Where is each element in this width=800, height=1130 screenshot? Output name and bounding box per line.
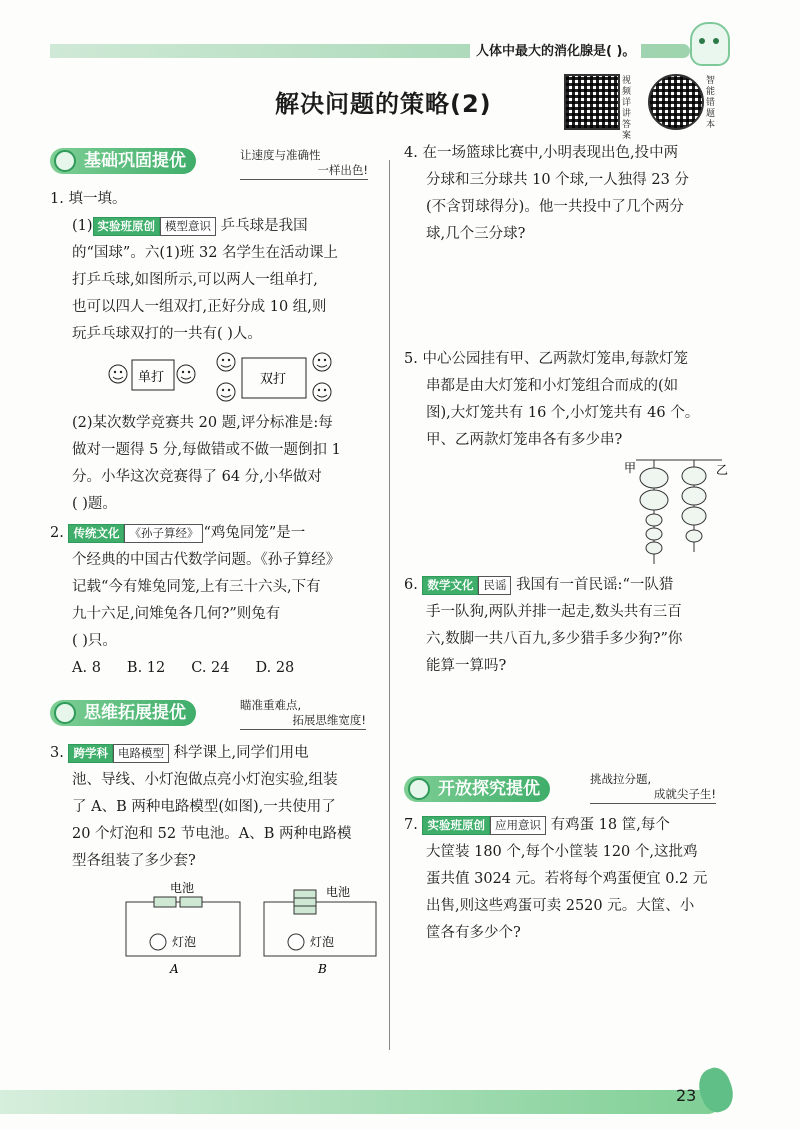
question-4 — [404, 140, 740, 248]
question-6 — [404, 572, 740, 680]
q3-text-line: 型各组装了多少套? — [72, 853, 196, 869]
q3-text-line: 科学课上,同学们用电 — [173, 745, 309, 761]
bulb-icon — [288, 934, 304, 950]
bulb-icon — [150, 934, 166, 950]
battery-icon — [180, 897, 202, 907]
footer-bar — [0, 1090, 720, 1114]
q3-text-line: 了 A、B 两种电路模型(如图),一共使用了 — [72, 799, 336, 815]
page-title: 解决问题的策略(2) — [275, 90, 492, 118]
robot-mascot-icon — [690, 22, 730, 66]
q1-text-line: 也可以四人一组双打,正好分成 10 组,则 — [72, 299, 327, 315]
question-1-part2 — [72, 410, 382, 518]
single-label: 单打 — [138, 370, 165, 385]
section-open-banner — [404, 776, 550, 802]
column-divider — [389, 160, 390, 1050]
target-icon — [54, 150, 76, 172]
q3-text-line: 池、导线、小灯泡做点亮小灯泡实验,组装 — [72, 772, 338, 788]
question-3 — [50, 740, 382, 875]
question-1 — [50, 186, 380, 348]
q1-text-line: 的“国球”。六(1)班 32 名学生在活动课上 — [72, 245, 339, 261]
q2-text-line: 九十六足,问雉兔各几何?”则兔有 — [72, 606, 281, 622]
q7-text-line: 有鸡蛋 18 筐,每个 — [550, 817, 670, 833]
tag-math-culture: 数学文化 — [422, 576, 478, 595]
q7-text-line: 蛋共值 3024 元。若将每个鸡蛋便宜 0.2 元 — [426, 871, 708, 887]
q6-text-line: 手一队狗,两队并排一起走,数头共有三百 — [426, 604, 682, 620]
tag-original: 实验班原创 — [93, 217, 161, 236]
tag-ballad: 民谣 — [478, 576, 511, 595]
q6-text-line: 能算一算吗? — [426, 658, 507, 674]
smiley-icon — [217, 353, 235, 371]
smiley-icon — [313, 353, 331, 371]
option-a[interactable]: A. 8 — [72, 660, 101, 676]
battery-icon — [294, 898, 316, 906]
slogan-line1: 瞄准重难点, — [240, 698, 302, 712]
smiley-icon — [217, 383, 235, 401]
q1-text-line: (2)某次数学竞赛共 20 题,评分标准是:每 — [72, 415, 333, 431]
q6-number: 6. — [404, 577, 418, 593]
question-7 — [404, 812, 740, 947]
section-thinking-slogan — [240, 698, 366, 730]
battery-icon — [294, 906, 316, 914]
satellite-icon — [408, 778, 430, 800]
q1-number: 1. — [50, 191, 64, 207]
q1-text-line: 打乒乓球,如图所示,可以两人一组单打, — [72, 272, 318, 288]
q7-number: 7. — [404, 817, 418, 833]
section-basic-title: 基础巩固提优 — [84, 151, 186, 171]
q7-text-line: 出售,则这些鸡蛋可卖 2520 元。大筐、小 — [426, 898, 695, 914]
q3-number: 3. — [50, 745, 64, 761]
q2-text-line: ( )只。 — [72, 633, 117, 649]
pingpong-figure — [100, 352, 350, 408]
q5-number: 5. — [404, 351, 418, 367]
q5-text-line: 甲、乙两款灯笼串各有多少串? — [426, 432, 623, 448]
slogan-line2: 一样出色! — [317, 163, 368, 177]
q5-text-line: 串都是由大灯笼和小灯笼组合而成的(如 — [426, 378, 679, 394]
tag-cross-subject: 跨学科 — [68, 744, 113, 763]
battery-icon — [154, 897, 176, 907]
q1-text-line: ( )题。 — [72, 496, 117, 512]
section-thinking-title: 思维拓展提优 — [84, 703, 186, 723]
question-5 — [404, 346, 740, 454]
lantern-figure — [620, 452, 730, 568]
tag-circuit: 电路模型 — [113, 744, 169, 763]
q5-text-line: 图),大灯笼共有 16 个,小灯笼共有 46 个。 — [426, 405, 700, 421]
section-open-title: 开放探究提优 — [438, 779, 540, 799]
slogan-line1: 挑战拉分题, — [590, 772, 652, 786]
section-thinking-banner — [50, 700, 196, 726]
battery-label-b: 电池 — [326, 885, 351, 899]
tag-original: 实验班原创 — [422, 816, 490, 835]
smiley-icon — [177, 365, 195, 383]
tag-book: 《孙子算经》 — [124, 524, 203, 543]
double-label: 双打 — [260, 372, 287, 387]
q2-text-line: 记载“今有雉兔同笼,上有三十六头,下有 — [72, 579, 321, 595]
page-number: 23 — [676, 1086, 697, 1105]
circuit-figure — [118, 878, 388, 978]
q3-text-line: 20 个灯泡和 52 节电池。A、B 两种电路模 — [72, 826, 352, 842]
q1-text-line: 做对一题得 5 分,每做错或不做一题倒扣 1 — [72, 442, 341, 458]
circuit-b — [264, 884, 376, 976]
qr-code-mistakes[interactable] — [648, 74, 704, 130]
tag-application: 应用意识 — [490, 816, 546, 835]
q2-text-line: 个经典的中国古代数学问题。《孙子算经》 — [72, 552, 341, 568]
lantern-label-jia: 甲 — [624, 461, 637, 475]
circuit-label-a: A — [170, 962, 179, 976]
lantern-string-jia — [640, 460, 668, 564]
q4-text-line: 球,几个三分球? — [426, 226, 526, 242]
q2-options — [50, 655, 382, 682]
q6-text-line: 六,数脚一共八百九,多少猎手多少狗?”你 — [426, 631, 683, 647]
lantern-label-yi: 乙 — [716, 463, 729, 477]
qr-mistakes-label: 智能错题本 — [706, 76, 716, 130]
circuit-label-b: B — [318, 962, 327, 976]
option-d[interactable]: D. 28 — [255, 660, 295, 676]
circuit-a — [126, 880, 240, 976]
slogan-line2: 成就尖子生! — [653, 787, 716, 801]
q7-text-line: 大筐装 180 个,每个小筐装 120 个,这批鸡 — [426, 844, 698, 860]
ufo-icon — [54, 702, 76, 724]
q2-text-line: “鸡兔同笼”是一 — [203, 525, 306, 541]
lantern-string-yi — [682, 460, 706, 552]
q1-text-line: 乒乓球是我国 — [220, 218, 308, 234]
q4-text-line: 分球和三分球共 10 个球,一人独得 23 分 — [426, 172, 689, 188]
tag-culture: 传统文化 — [68, 524, 124, 543]
option-b[interactable]: B. 12 — [126, 660, 166, 676]
smiley-icon — [313, 383, 331, 401]
battery-icon — [294, 890, 316, 898]
q1-part1-number: (1) — [72, 218, 93, 234]
q6-text-line: 我国有一首民谣:“一队猎 — [516, 577, 674, 593]
q1-text-line: 分。小华这次竞赛得了 64 分,小华做对 — [72, 469, 322, 485]
battery-label-a: 电池 — [170, 881, 195, 895]
q4-number: 4. — [404, 145, 418, 161]
qr-video-label: 视频详讲答案 — [622, 76, 632, 141]
qr-code-video[interactable] — [564, 74, 620, 130]
q1-text-line: 玩乒乓球双打的一共有( )人。 — [72, 326, 262, 342]
q7-text-line: 筐各有多少个? — [426, 925, 521, 941]
q5-text-line: 中心公园挂有甲、乙两款灯笼串,每款灯笼 — [422, 351, 689, 367]
smiley-icon — [109, 365, 127, 383]
section-basic-banner — [50, 148, 196, 174]
question-2 — [50, 520, 382, 682]
header-question: 人体中最大的消化腺是( )。 — [470, 40, 641, 59]
tag-model: 模型意识 — [160, 217, 216, 236]
q1-title: 填一填。 — [68, 191, 127, 207]
section-basic-slogan — [240, 148, 368, 180]
q4-text-line: 在一场篮球比赛中,小明表现出色,投中两 — [422, 145, 679, 161]
bulb-label-b: 灯泡 — [310, 935, 335, 949]
q2-number: 2. — [50, 525, 64, 541]
q4-text-line: (不含罚球得分)。他一共投中了几个两分 — [426, 199, 684, 215]
slogan-line2: 拓展思维宽度! — [292, 713, 366, 727]
section-open-slogan — [590, 772, 716, 804]
slogan-line1: 让速度与准确性 — [240, 148, 321, 162]
option-c[interactable]: C. 24 — [191, 660, 230, 676]
bulb-label-a: 灯泡 — [172, 935, 197, 949]
